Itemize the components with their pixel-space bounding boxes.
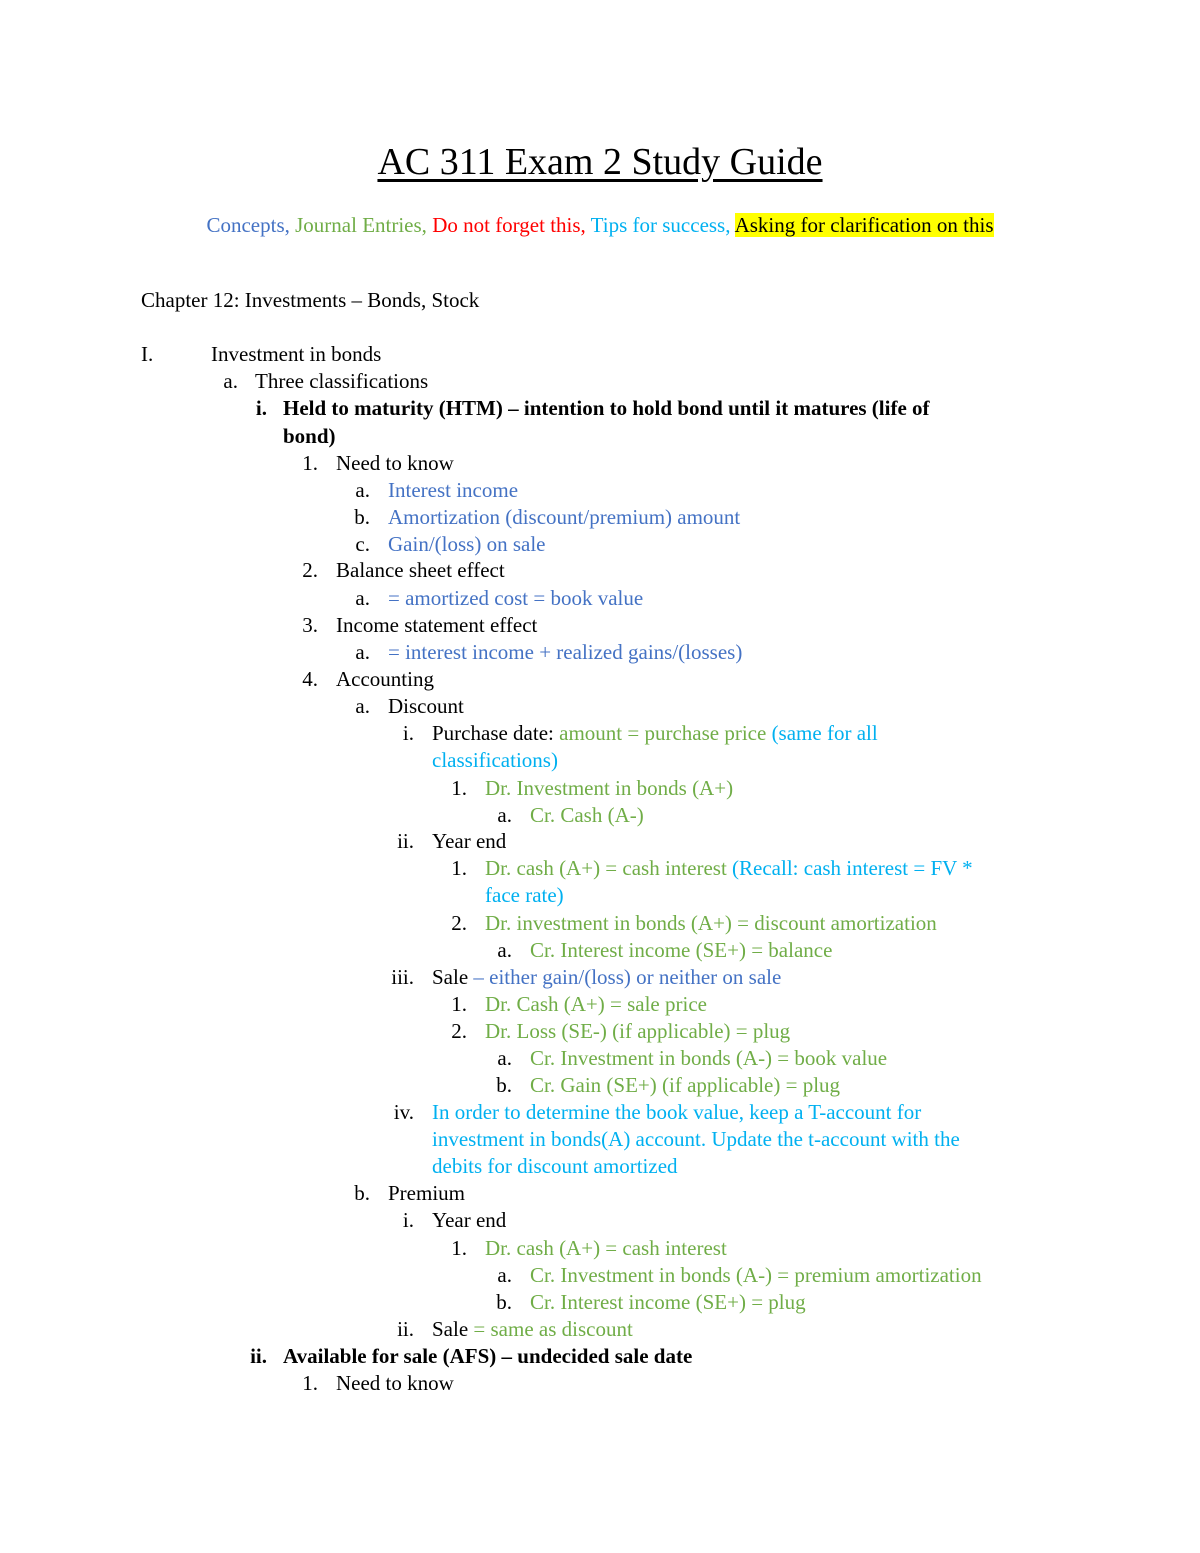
purchase-date-label: Purchase date: xyxy=(432,721,554,745)
outline-item: Gain/(loss) on sale xyxy=(388,532,546,556)
premium-sale-entry: = same as discount xyxy=(473,1317,633,1341)
outline-item: Held to maturity (HTM) – intention to hold bond until it matures (life of xyxy=(283,396,930,420)
outline-marker: a. xyxy=(497,1263,512,1287)
outline-item xyxy=(485,855,973,882)
legend-journal-entries: Journal Entries, xyxy=(295,213,427,237)
outline-item: debits for discount amortized xyxy=(432,1154,678,1178)
outline-marker: 1. xyxy=(302,1371,318,1395)
outline-item: Discount xyxy=(388,694,464,718)
legend-do-not-forget: Do not forget this, xyxy=(432,213,586,237)
outline-marker: 2. xyxy=(451,911,467,935)
outline-item: Accounting xyxy=(336,667,434,691)
journal-entry: Dr. cash (A+) = cash interest xyxy=(485,856,727,880)
outline-item: Interest income xyxy=(388,478,519,502)
outline-marker: a. xyxy=(497,1046,512,1070)
outline-marker: b. xyxy=(354,1181,370,1205)
outline-item: = interest income + realized gains/(losses) xyxy=(388,640,743,664)
outline-marker: b. xyxy=(496,1290,512,1314)
outline-item: Balance sheet effect xyxy=(336,558,505,582)
outline-item: Cr. Gain (SE+) (if applicable) = plug xyxy=(530,1073,841,1097)
outline-item: classifications) xyxy=(432,748,558,772)
outline-marker: a. xyxy=(355,640,370,664)
outline-marker: 1. xyxy=(451,1236,467,1260)
outline-marker: I. xyxy=(141,342,154,366)
recall-tip: (Recall: cash interest = FV * xyxy=(732,856,973,880)
outline-marker: i. xyxy=(402,721,414,745)
outline-marker: 1. xyxy=(451,992,467,1016)
outline-marker: c. xyxy=(355,532,370,556)
outline-marker: 1. xyxy=(302,451,318,475)
outline-marker: ii. xyxy=(397,829,414,853)
outline-marker: 4. xyxy=(302,667,318,691)
outline-marker: 3. xyxy=(302,613,318,637)
outline-item: Dr. Cash (A+) = sale price xyxy=(485,992,707,1016)
outline-item: Dr. investment in bonds (A+) = discount amortization xyxy=(485,911,937,935)
outline-item: Dr. Loss (SE-) (if applicable) = plug xyxy=(485,1019,791,1043)
premium-sale-label: Sale xyxy=(432,1317,469,1341)
legend-concepts: Concepts, xyxy=(206,213,290,237)
outline-item: Investment in bonds xyxy=(211,342,382,366)
outline-item: Three classifications xyxy=(255,369,429,393)
purchase-date-tip: (same for all xyxy=(771,721,878,745)
outline-marker: ii. xyxy=(250,1344,267,1368)
outline-item: Year end xyxy=(432,829,507,853)
outline-marker: b. xyxy=(354,505,370,529)
outline-item: Dr. cash (A+) = cash interest xyxy=(485,1236,727,1260)
outline-marker: a. xyxy=(355,586,370,610)
outline-item: Need to know xyxy=(336,451,454,475)
outline-item: Income statement effect xyxy=(336,613,538,637)
sale-label: Sale xyxy=(432,965,469,989)
sale-concept: – either gain/(loss) or neither on sale xyxy=(473,965,782,989)
outline-item: = amortized cost = book value xyxy=(388,586,644,610)
color-legend xyxy=(0,213,1200,238)
outline-item: investment in bonds(A) account. Update the t-account with the xyxy=(432,1127,960,1151)
outline-marker: 2. xyxy=(302,558,318,582)
outline-item xyxy=(432,1316,633,1343)
outline-marker: 1. xyxy=(451,856,467,880)
outline-item xyxy=(432,720,878,747)
outline-item xyxy=(432,964,781,991)
outline-item: Cr. Cash (A-) xyxy=(530,803,644,827)
outline-item: Cr. Investment in bonds (A-) = book value xyxy=(530,1046,888,1070)
outline-item: bond) xyxy=(283,424,336,448)
outline-marker: a. xyxy=(497,938,512,962)
outline-marker: 1. xyxy=(451,776,467,800)
outline-item: Cr. Interest income (SE+) = plug xyxy=(530,1290,806,1314)
outline-marker: iii. xyxy=(391,965,414,989)
legend-tips: Tips for success, xyxy=(590,213,731,237)
outline-marker: b. xyxy=(496,1073,512,1097)
outline-item: Need to know xyxy=(336,1371,454,1395)
outline-item: Cr. Interest income (SE+) = balance xyxy=(530,938,833,962)
outline-marker: ii. xyxy=(397,1317,414,1341)
outline-item: Year end xyxy=(432,1208,507,1232)
outline-marker: i. xyxy=(255,396,267,420)
outline-marker: iv. xyxy=(393,1100,414,1124)
legend-clarification: Asking for clarification on this xyxy=(734,213,994,237)
page-title: AC 311 Exam 2 Study Guide xyxy=(377,141,823,183)
outline-marker: a. xyxy=(355,694,370,718)
outline-item: Available for sale (AFS) – undecided sale date xyxy=(283,1344,693,1368)
outline-marker: a. xyxy=(497,803,512,827)
outline-marker: a. xyxy=(355,478,370,502)
outline-item: Cr. Investment in bonds (A-) = premium amortization xyxy=(530,1263,982,1287)
outline-item: Premium xyxy=(388,1181,465,1205)
outline-item: Amortization (discount/premium) amount xyxy=(388,505,741,529)
outline-item: In order to determine the book value, keep a T-account for xyxy=(432,1100,922,1124)
outline-marker: a. xyxy=(223,369,238,393)
purchase-date-amount: amount = purchase price xyxy=(559,721,767,745)
outline-marker: 2. xyxy=(451,1019,467,1043)
outline-item: face rate) xyxy=(485,883,564,907)
outline-marker: i. xyxy=(402,1208,414,1232)
chapter-heading: Chapter 12: Investments – Bonds, Stock xyxy=(141,288,480,312)
outline-item: Dr. Investment in bonds (A+) xyxy=(485,776,734,800)
